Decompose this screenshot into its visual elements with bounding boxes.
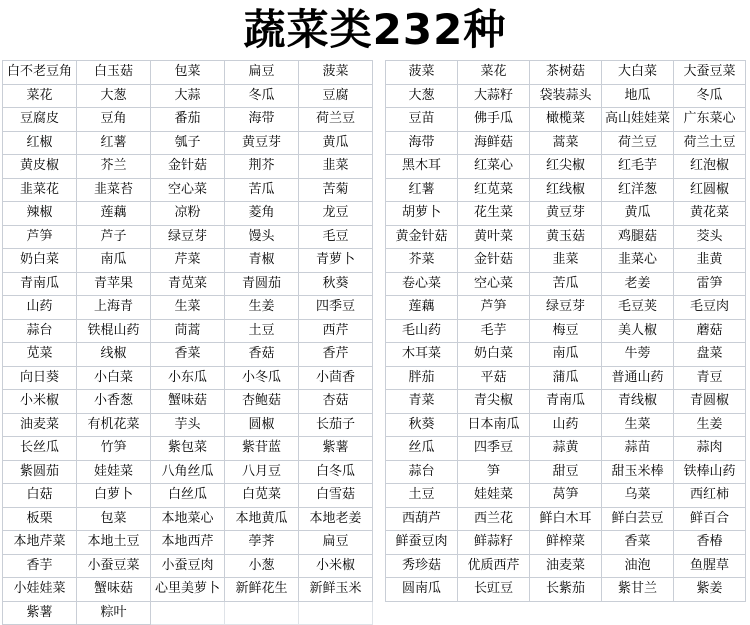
table-cell: 黄金针菇 <box>386 225 458 249</box>
table-cell: 油麦菜 <box>3 413 77 437</box>
table-row <box>3 84 373 108</box>
table-cell: 红薯 <box>386 178 458 202</box>
table-cell: 红尖椒 <box>530 155 602 179</box>
table-cell: 红洋葱 <box>602 178 674 202</box>
table-cell: 木耳菜 <box>386 343 458 367</box>
table-cell: 黄玉菇 <box>530 225 602 249</box>
table-cell <box>299 601 373 625</box>
table-row <box>386 390 746 414</box>
table-cell: 小葱 <box>225 554 299 578</box>
table-cell: 韭菜 <box>299 155 373 179</box>
table-row <box>386 343 746 367</box>
table-row <box>3 437 373 461</box>
table-cell: 大蒜籽 <box>458 84 530 108</box>
table-cell: 上海青 <box>77 296 151 320</box>
table-cell: 蒜黄 <box>530 437 602 461</box>
table-row <box>3 202 373 226</box>
table-cell: 青线椒 <box>602 390 674 414</box>
table-cell: 西芹 <box>299 319 373 343</box>
table-cell: 八月豆 <box>225 460 299 484</box>
table-cell: 苦瓜 <box>225 178 299 202</box>
table-cell: 小米椒 <box>299 554 373 578</box>
table-cell: 粽叶 <box>77 601 151 625</box>
table-cell: 卷心菜 <box>386 272 458 296</box>
table-cell: 广东菜心 <box>674 108 746 132</box>
table-cell: 有机花菜 <box>77 413 151 437</box>
table-cell: 红菜心 <box>458 155 530 179</box>
table-cell: 四季豆 <box>299 296 373 320</box>
table-cell: 西兰花 <box>458 507 530 531</box>
table-cell: 笋 <box>458 460 530 484</box>
table-cell: 芦子 <box>77 225 151 249</box>
table-cell: 扁豆 <box>225 61 299 85</box>
table-row <box>386 61 746 85</box>
table-cell: 黄豆芽 <box>530 202 602 226</box>
table-cell: 心里美萝卜 <box>151 578 225 602</box>
table-cell: 高山娃娃菜 <box>602 108 674 132</box>
table-cell: 白菇 <box>3 484 77 508</box>
table-cell: 黄瓜 <box>299 131 373 155</box>
table-cell: 白冬瓜 <box>299 460 373 484</box>
table-row <box>3 531 373 555</box>
table-cell: 油泡 <box>602 554 674 578</box>
table-cell: 本地菜心 <box>151 507 225 531</box>
table-cell: 日本南瓜 <box>458 413 530 437</box>
table-cell: 芦笋 <box>458 296 530 320</box>
table-cell: 板栗 <box>3 507 77 531</box>
table-row <box>386 531 746 555</box>
table-cell: 菜花 <box>458 61 530 85</box>
table-cell: 蒲瓜 <box>530 366 602 390</box>
table-cell: 苦菊 <box>299 178 373 202</box>
table-cell: 蒜台 <box>386 460 458 484</box>
table-cell: 生姜 <box>225 296 299 320</box>
table-cell: 蒿菜 <box>530 131 602 155</box>
table-row <box>3 390 373 414</box>
table-cell: 白不老豆角 <box>3 61 77 85</box>
table-cell: 红泡椒 <box>674 155 746 179</box>
table-cell: 丝瓜 <box>386 437 458 461</box>
table-cell: 大葱 <box>386 84 458 108</box>
table-cell: 胡萝卜 <box>386 202 458 226</box>
table-cell: 鲜蒜籽 <box>458 531 530 555</box>
table-cell: 优质西芹 <box>458 554 530 578</box>
table-row <box>3 507 373 531</box>
table-cell: 豆角 <box>77 108 151 132</box>
table-cell: 长豇豆 <box>458 578 530 602</box>
page-title: 蔬菜类232种 <box>243 5 507 54</box>
table-cell: 红椒 <box>3 131 77 155</box>
table-cell: 绿豆芽 <box>151 225 225 249</box>
table-cell: 荆芥 <box>225 155 299 179</box>
table-cell: 油麦菜 <box>530 554 602 578</box>
table-cell: 本地芹菜 <box>3 531 77 555</box>
table-row <box>386 202 746 226</box>
table-cell: 红薯 <box>77 131 151 155</box>
table-cell: 荷兰豆 <box>299 108 373 132</box>
table-row <box>3 108 373 132</box>
table-cell: 四季豆 <box>458 437 530 461</box>
table-cell: 蒜肉 <box>674 437 746 461</box>
table-cell: 紫苷蓝 <box>225 437 299 461</box>
table-row <box>3 272 373 296</box>
table-cell: 紫甘兰 <box>602 578 674 602</box>
table-cell: 龙豆 <box>299 202 373 226</box>
table-cell: 佛手瓜 <box>458 108 530 132</box>
table-cell: 绿豆芽 <box>530 296 602 320</box>
table-cell: 黄叶菜 <box>458 225 530 249</box>
table-cell: 秋葵 <box>386 413 458 437</box>
table-cell: 香菇 <box>225 343 299 367</box>
table-cell: 盘菜 <box>674 343 746 367</box>
table-cell: 生菜 <box>151 296 225 320</box>
table-cell: 大白菜 <box>602 61 674 85</box>
table-cell: 毛芋 <box>458 319 530 343</box>
table-cell: 青南瓜 <box>3 272 77 296</box>
table-cell: 毛豆荚 <box>602 296 674 320</box>
table-cell: 蒜苗 <box>602 437 674 461</box>
table-cell: 杏鲍菇 <box>225 390 299 414</box>
table-cell: 青南瓜 <box>530 390 602 414</box>
table-cell: 乌菜 <box>602 484 674 508</box>
left-vegetable-table <box>2 60 373 625</box>
table-cell: 新鲜玉米 <box>299 578 373 602</box>
table-cell: 空心菜 <box>458 272 530 296</box>
table-cell: 海带 <box>225 108 299 132</box>
table-row <box>386 272 746 296</box>
table-row <box>386 578 746 602</box>
table-row <box>386 507 746 531</box>
table-cell: 香菜 <box>602 531 674 555</box>
table-cell: 小茴香 <box>299 366 373 390</box>
table-cell: 地瓜 <box>602 84 674 108</box>
table-cell: 红苋菜 <box>458 178 530 202</box>
table-cell: 土豆 <box>386 484 458 508</box>
table-cell: 茶树菇 <box>530 61 602 85</box>
table-cell: 豆腐皮 <box>3 108 77 132</box>
table-cell: 空心菜 <box>151 178 225 202</box>
table-cell: 西红柿 <box>674 484 746 508</box>
table-cell: 青圆椒 <box>674 390 746 414</box>
table-cell: 韭菜心 <box>602 249 674 273</box>
table-cell: 茼蒿 <box>151 319 225 343</box>
table-cell: 金针菇 <box>151 155 225 179</box>
table-cell: 鲜百合 <box>674 507 746 531</box>
table-cell: 小娃娃菜 <box>3 578 77 602</box>
table-row <box>386 460 746 484</box>
table-cell: 铁棒山药 <box>674 460 746 484</box>
table-cell: 番茄 <box>151 108 225 132</box>
table-cell: 向日葵 <box>3 366 77 390</box>
table-cell <box>151 601 225 625</box>
table-cell: 香芋 <box>3 554 77 578</box>
table-row <box>3 249 373 273</box>
table-cell: 秀珍菇 <box>386 554 458 578</box>
table-cell: 紫姜 <box>674 578 746 602</box>
table-cell: 胖茄 <box>386 366 458 390</box>
table-cell: 菠菜 <box>299 61 373 85</box>
table-cell: 南瓜 <box>530 343 602 367</box>
right-vegetable-table <box>385 60 746 602</box>
table-cell: 大葱 <box>77 84 151 108</box>
table-cell: 娃娃菜 <box>77 460 151 484</box>
table-cell: 竹笋 <box>77 437 151 461</box>
table-row <box>386 178 746 202</box>
table-row <box>3 155 373 179</box>
table-cell: 梅豆 <box>530 319 602 343</box>
table-cell: 荷兰土豆 <box>674 131 746 155</box>
table-cell: 海带 <box>386 131 458 155</box>
table-cell: 奶白菜 <box>458 343 530 367</box>
table-row <box>386 155 746 179</box>
table-cell: 生菜 <box>602 413 674 437</box>
table-row <box>3 343 373 367</box>
table-cell: 紫薯 <box>3 601 77 625</box>
table-row <box>386 225 746 249</box>
table-cell: 线椒 <box>77 343 151 367</box>
table-row <box>386 296 746 320</box>
table-cell: 八角丝瓜 <box>151 460 225 484</box>
table-cell: 圆南瓜 <box>386 578 458 602</box>
table-cell: 娃娃菜 <box>458 484 530 508</box>
table-row <box>3 319 373 343</box>
table-cell: 韭黄 <box>674 249 746 273</box>
table-cell: 黄皮椒 <box>3 155 77 179</box>
table-cell: 莲藕 <box>386 296 458 320</box>
table-cell: 土豆 <box>225 319 299 343</box>
table-cell: 莴笋 <box>530 484 602 508</box>
table-cell: 长丝瓜 <box>3 437 77 461</box>
table-row <box>386 249 746 273</box>
table-row <box>3 484 373 508</box>
table-cell: 扁豆 <box>299 531 373 555</box>
table-cell: 白丝瓜 <box>151 484 225 508</box>
table-row <box>386 131 746 155</box>
table-cell: 辣椒 <box>3 202 77 226</box>
table-cell: 香芹 <box>299 343 373 367</box>
table-cell: 花生菜 <box>458 202 530 226</box>
table-cell: 本地老姜 <box>299 507 373 531</box>
table-cell: 小米椒 <box>3 390 77 414</box>
table-cell: 荸荠 <box>225 531 299 555</box>
table-cell: 黑木耳 <box>386 155 458 179</box>
table-cell: 美人椒 <box>602 319 674 343</box>
table-cell: 芥兰 <box>77 155 151 179</box>
table-row <box>3 131 373 155</box>
table-row <box>3 61 373 85</box>
table-cell: 鲜白芸豆 <box>602 507 674 531</box>
table-cell: 豆腐 <box>299 84 373 108</box>
table-cell: 小蚕豆肉 <box>151 554 225 578</box>
table-cell: 本地西芹 <box>151 531 225 555</box>
table-cell: 苋菜 <box>3 343 77 367</box>
table-row <box>3 413 373 437</box>
table-cell: 新鲜花生 <box>225 578 299 602</box>
table-cell: 毛山药 <box>386 319 458 343</box>
table-cell: 蟹味菇 <box>77 578 151 602</box>
table-cell: 南瓜 <box>77 249 151 273</box>
table-cell: 香菜 <box>151 343 225 367</box>
table-cell: 冬瓜 <box>674 84 746 108</box>
table-cell: 蘑菇 <box>674 319 746 343</box>
table-cell: 白雪菇 <box>299 484 373 508</box>
table-row <box>3 554 373 578</box>
table-cell: 包菜 <box>77 507 151 531</box>
table-cell: 鸡腿菇 <box>602 225 674 249</box>
table-cell: 紫薯 <box>299 437 373 461</box>
table-cell: 牛蒡 <box>602 343 674 367</box>
table-cell: 海鲜菇 <box>458 131 530 155</box>
table-cell: 奶白菜 <box>3 249 77 273</box>
table-cell: 青椒 <box>225 249 299 273</box>
table-cell: 普通山药 <box>602 366 674 390</box>
table-cell: 豆苗 <box>386 108 458 132</box>
table-cell: 本地黄瓜 <box>225 507 299 531</box>
table-row <box>3 460 373 484</box>
table-cell: 青尖椒 <box>458 390 530 414</box>
table-cell: 平菇 <box>458 366 530 390</box>
table-cell: 小香葱 <box>77 390 151 414</box>
table-cell: 茭头 <box>674 225 746 249</box>
table-cell: 雷笋 <box>674 272 746 296</box>
table-cell: 小东瓜 <box>151 366 225 390</box>
table-cell: 瓠子 <box>151 131 225 155</box>
table-cell: 青菜 <box>386 390 458 414</box>
table-cell: 西葫芦 <box>386 507 458 531</box>
table-cell: 红线椒 <box>530 178 602 202</box>
table-cell: 大蒜 <box>151 84 225 108</box>
table-row <box>386 84 746 108</box>
table-row <box>386 554 746 578</box>
table-row <box>386 108 746 132</box>
table-cell: 杏菇 <box>299 390 373 414</box>
table-row <box>3 296 373 320</box>
table-cell: 荷兰豆 <box>602 131 674 155</box>
table-cell: 秋葵 <box>299 272 373 296</box>
table-cell: 鱼腥草 <box>674 554 746 578</box>
table-cell: 橄榄菜 <box>530 108 602 132</box>
table-cell: 白玉菇 <box>77 61 151 85</box>
table-cell: 铁棍山药 <box>77 319 151 343</box>
table-cell: 韭菜 <box>530 249 602 273</box>
table-cell: 芦笋 <box>3 225 77 249</box>
table-cell: 大蚕豆菜 <box>674 61 746 85</box>
table-cell: 香椿 <box>674 531 746 555</box>
table-cell: 红毛芋 <box>602 155 674 179</box>
table-cell: 甜豆 <box>530 460 602 484</box>
table-cell: 小冬瓜 <box>225 366 299 390</box>
table-cell: 苦瓜 <box>530 272 602 296</box>
table-cell: 菱角 <box>225 202 299 226</box>
table-row <box>3 178 373 202</box>
table-cell: 青苋菜 <box>151 272 225 296</box>
table-row <box>3 366 373 390</box>
table-row <box>386 437 746 461</box>
table-cell: 青苹果 <box>77 272 151 296</box>
table-cell: 黄花菜 <box>674 202 746 226</box>
table-cell: 青豆 <box>674 366 746 390</box>
table-cell: 甜玉米棒 <box>602 460 674 484</box>
table-cell: 山药 <box>3 296 77 320</box>
table-cell: 小蚕豆菜 <box>77 554 151 578</box>
table-cell: 金针菇 <box>458 249 530 273</box>
table-cell: 冬瓜 <box>225 84 299 108</box>
table-cell: 菜花 <box>3 84 77 108</box>
table-cell: 蟹味菇 <box>151 390 225 414</box>
table-cell: 袋装蒜头 <box>530 84 602 108</box>
table-cell: 小白菜 <box>77 366 151 390</box>
table-cell: 蒜台 <box>3 319 77 343</box>
table-row <box>3 601 373 625</box>
table-cell: 青圆茄 <box>225 272 299 296</box>
table-cell: 白苋菜 <box>225 484 299 508</box>
table-cell: 韭菜苔 <box>77 178 151 202</box>
table-cell: 莲藕 <box>77 202 151 226</box>
table-row <box>386 319 746 343</box>
table-cell: 本地土豆 <box>77 531 151 555</box>
table-cell: 韭菜花 <box>3 178 77 202</box>
table-cell: 鲜蚕豆肉 <box>386 531 458 555</box>
table-cell: 包菜 <box>151 61 225 85</box>
table-cell: 凉粉 <box>151 202 225 226</box>
table-cell: 山药 <box>530 413 602 437</box>
table-cell: 白萝卜 <box>77 484 151 508</box>
table-row <box>3 225 373 249</box>
table-cell: 紫圆茄 <box>3 460 77 484</box>
table-cell: 长茄子 <box>299 413 373 437</box>
table-cell: 老姜 <box>602 272 674 296</box>
table-cell <box>225 601 299 625</box>
table-cell: 毛豆 <box>299 225 373 249</box>
table-row <box>3 578 373 602</box>
table-cell: 馒头 <box>225 225 299 249</box>
table-cell: 长紫茄 <box>530 578 602 602</box>
table-row <box>386 366 746 390</box>
table-row <box>386 413 746 437</box>
table-cell: 黄豆芽 <box>225 131 299 155</box>
table-cell: 圆椒 <box>225 413 299 437</box>
table-cell: 鲜白木耳 <box>530 507 602 531</box>
table-cell: 黄瓜 <box>602 202 674 226</box>
table-cell: 紫包菜 <box>151 437 225 461</box>
table-cell: 鲜榨菜 <box>530 531 602 555</box>
table-cell: 菠菜 <box>386 61 458 85</box>
table-cell: 青萝卜 <box>299 249 373 273</box>
table-cell: 芥菜 <box>386 249 458 273</box>
table-cell: 芋头 <box>151 413 225 437</box>
table-cell: 生姜 <box>674 413 746 437</box>
table-cell: 毛豆肉 <box>674 296 746 320</box>
table-cell: 芹菜 <box>151 249 225 273</box>
table-row <box>386 484 746 508</box>
table-cell: 红圆椒 <box>674 178 746 202</box>
